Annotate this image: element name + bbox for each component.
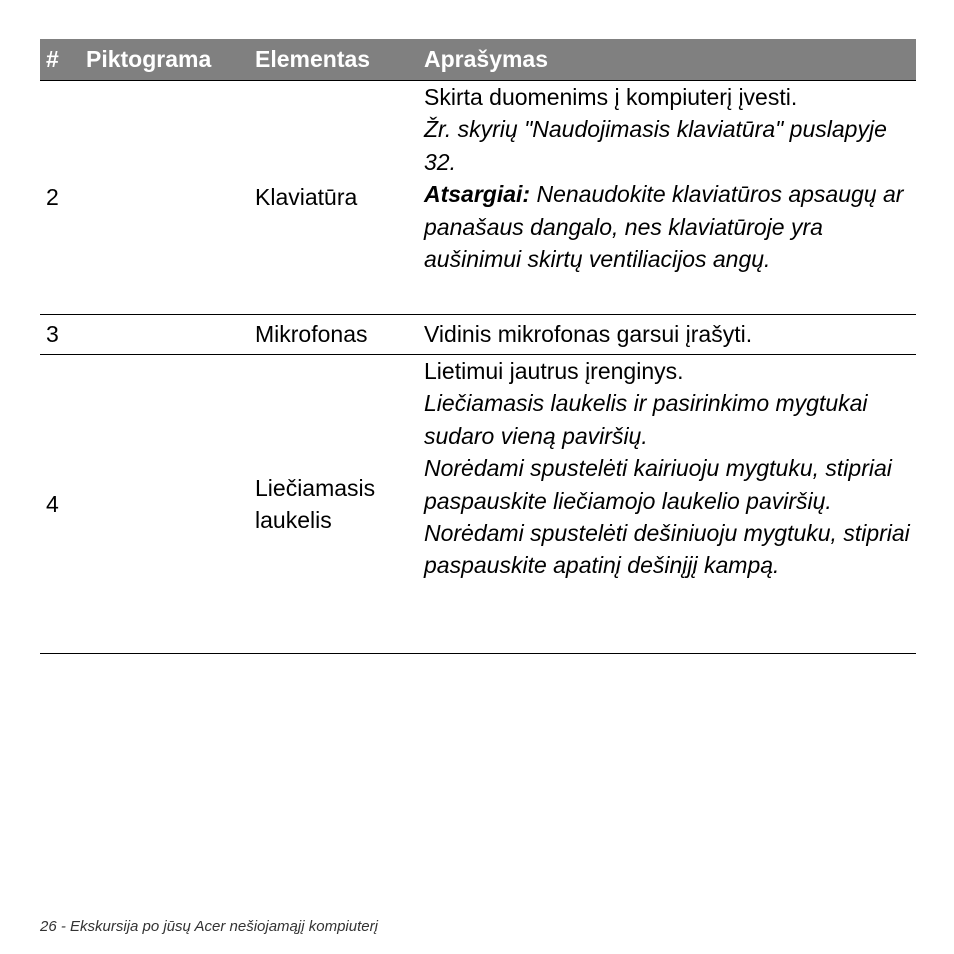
- row-description: [418, 81, 916, 315]
- row-description: [418, 315, 916, 355]
- desc-line: Lietimui jautrus įrenginys.: [424, 358, 684, 384]
- row-icon: [80, 355, 249, 654]
- desc-line: Norėdami spustelėti dešiniuoju mygtuku, stipriai paspauskite apatinį dešinįjį kampą.: [424, 520, 910, 579]
- desc-line: Skirta duomenims į kompiuterį įvesti.: [424, 84, 798, 110]
- row-num: 4: [40, 355, 80, 654]
- page-footer: 26 - Ekskursija po jūsų Acer nešiojamąjį kompiuterį: [40, 918, 378, 935]
- header-num: #: [40, 39, 80, 81]
- table-row: [40, 81, 916, 315]
- desc-line: Žr. skyrių "Naudojimasis klaviatūra" puslapyje 32.: [424, 116, 887, 175]
- table-row: [40, 355, 916, 654]
- header-row: [40, 39, 916, 81]
- header-icon: Piktograma: [80, 39, 249, 81]
- row-icon: [80, 315, 249, 355]
- row-element: Liečiamasis laukelis: [249, 355, 418, 654]
- desc-line: Liečiamasis laukelis ir pasirinkimo mygtukai sudaro vieną paviršių.: [424, 390, 868, 449]
- components-table: [40, 39, 916, 654]
- caution-text: Nenaudokite klaviatūros apsaugų ar panašaus dangalo, nes klaviatūroje yra aušinimui skirtų ventiliacijos angų.: [424, 181, 904, 273]
- desc-line: Vidinis mikrofonas garsui įrašyti.: [424, 321, 753, 348]
- row-num: 2: [40, 81, 80, 315]
- caution-label: Atsargiai:: [424, 181, 531, 208]
- desc-line: Norėdami spustelėti kairiuoju mygtuku, stipriai paspauskite liečiamojo laukelio paviršių.: [424, 455, 892, 514]
- row-icon: [80, 81, 249, 315]
- row-element: Klaviatūra: [249, 81, 418, 315]
- table-row: [40, 315, 916, 355]
- header-description: Aprašymas: [418, 39, 916, 81]
- table-body: [40, 81, 916, 654]
- row-element: Mikrofonas: [249, 315, 418, 355]
- table-header: [40, 39, 916, 81]
- header-element: Elementas: [249, 39, 418, 81]
- row-num: 3: [40, 315, 80, 355]
- caution-note: [424, 178, 916, 275]
- row-description: [418, 355, 916, 654]
